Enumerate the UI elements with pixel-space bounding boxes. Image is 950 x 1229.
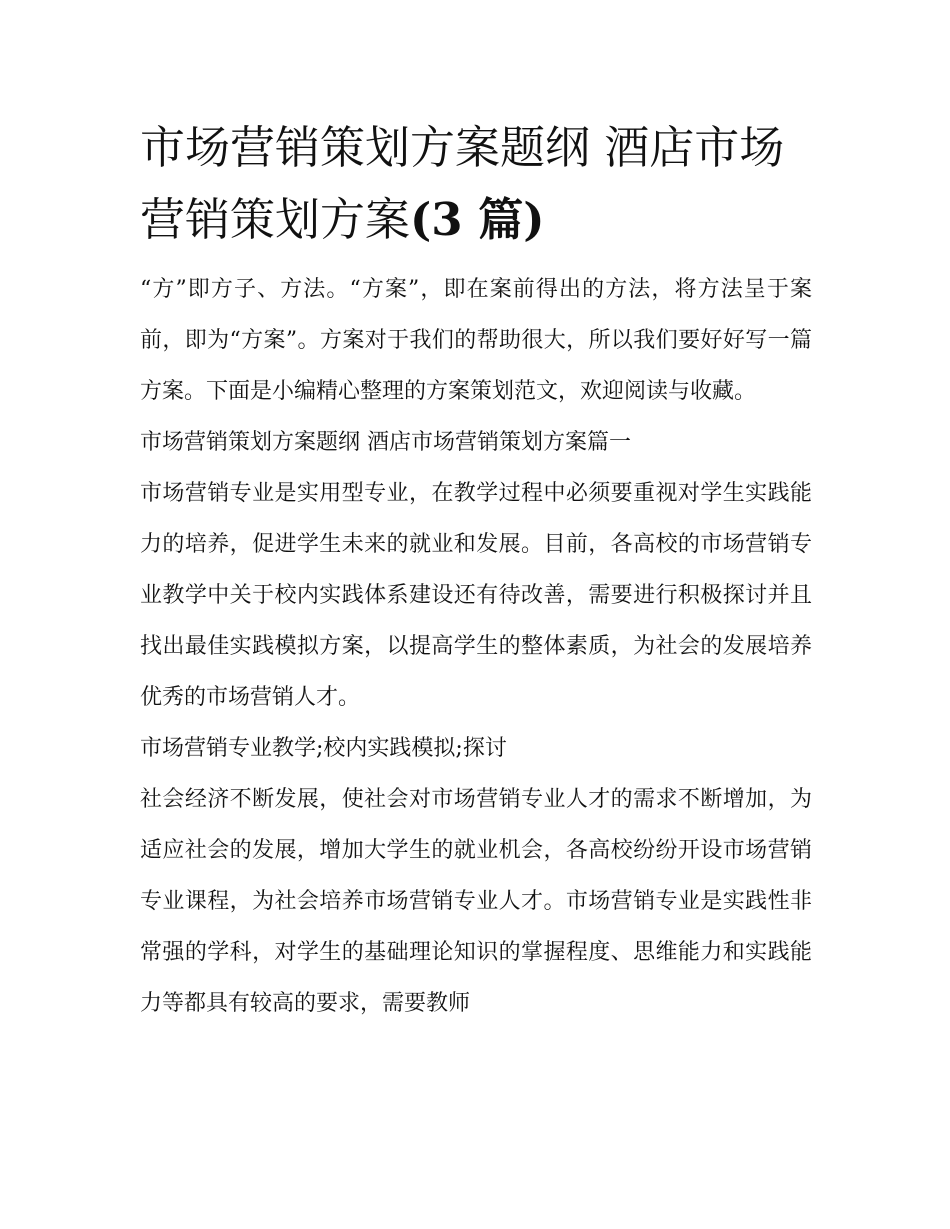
title-suffix: (3 篇) (410, 193, 545, 246)
title-main: 市场营销策划方案题纲 酒店市场营销策划方案 (140, 121, 785, 246)
document-body (140, 112, 812, 1029)
abstract-paragraph: 市场营销专业是实用型专业，在教学过程中必须要重视对学生实践能力的培养，促进学生未来的就业和发展。目前，各高校的市场营销专业教学中关于校内实践体系建设还有待改善，需要进行积极探讨并且找出最佳实践模拟方案，以提高学生的整体素质，为社会的发展培养优秀的市场营销人才。 (140, 481, 812, 710)
document-title (140, 112, 812, 256)
body-paragraph: 社会经济不断发展，使社会对市场营销专业人才的需求不断增加，为适应社会的发展，增加大学生的就业机会，各高校纷纷开设市场营销专业课程，为社会培养市场营销专业人才。市场营销专业是实践性非常强的学科，对学生的基础理论知识的掌握程度、思维能力和实践能力等都具有较高的要求，需要教师 (140, 787, 812, 1016)
intro-paragraph: “方”即方子、方法。“方案”，即在案前得出的方法，将方法呈于案前，即为“方案”。方案对于我们的帮助很大，所以我们要好好写一篇方案。下面是小编精心整理的方案策划范文，欢迎阅读与收藏。 (140, 277, 812, 404)
keywords-line: 市场营销专业教学;校内实践模拟;探讨 (140, 736, 507, 761)
section-heading: 市场营销策划方案题纲 酒店市场营销策划方案篇一 (140, 430, 631, 455)
